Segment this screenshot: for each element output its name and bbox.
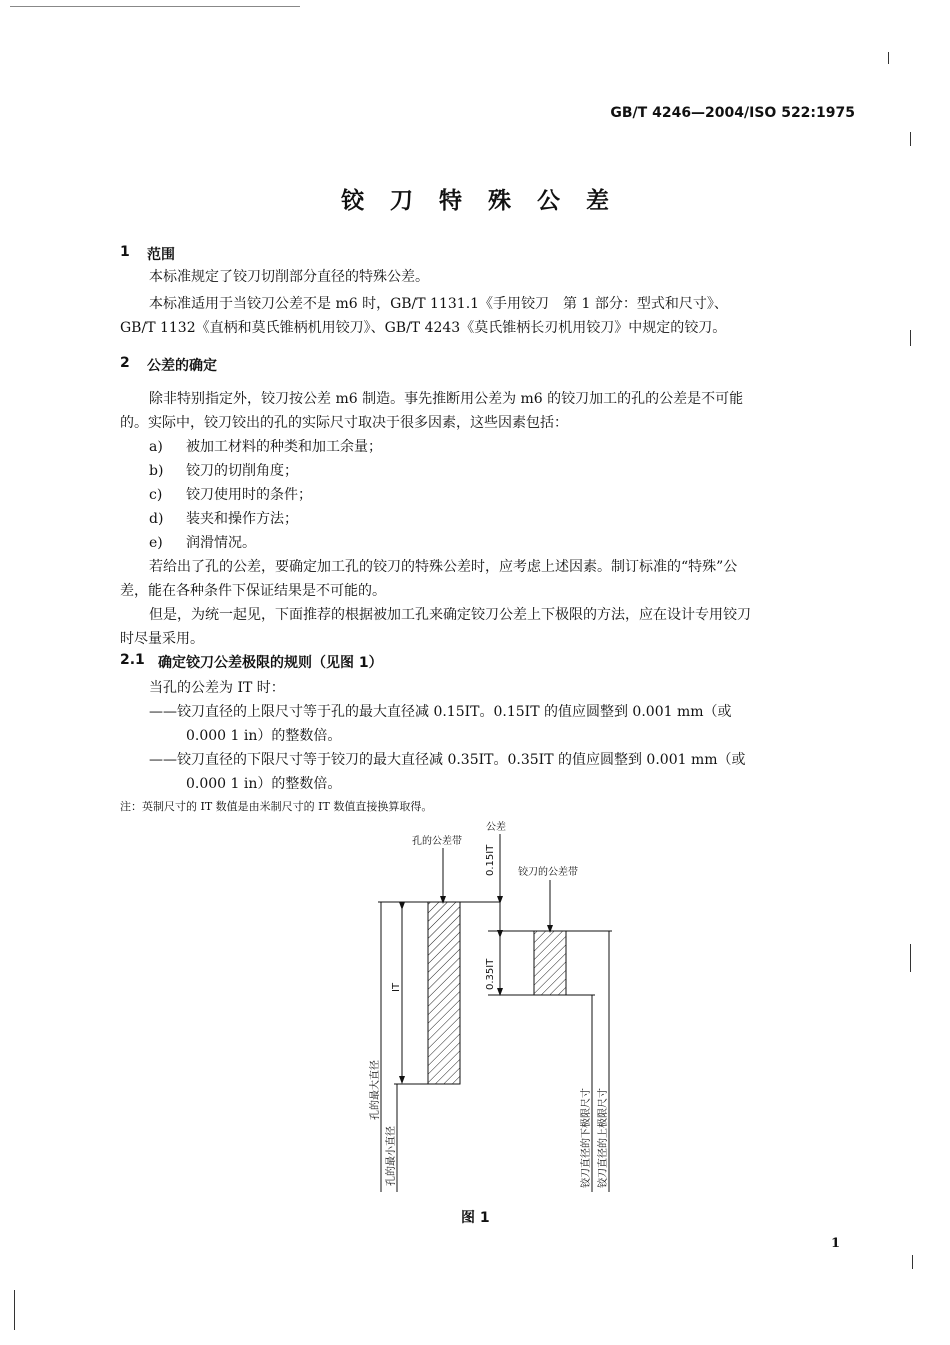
section-2-1-number: 2.1 — [120, 652, 145, 668]
list-item-mark: d) — [149, 511, 164, 527]
section-1-number: 1 — [120, 244, 130, 260]
label-reamer-band: 铰刀的公差带 — [518, 867, 578, 878]
list-item-text: 装夹和操作方法； — [186, 511, 298, 527]
list-item-text: 润滑情况。 — [186, 535, 256, 551]
section-1-heading: 范围 — [147, 247, 175, 263]
label-015it: 0.15IT — [485, 844, 496, 876]
standard-number: GB/T 4246—2004/ISO 522:1975 — [610, 105, 855, 121]
list-item-mark: a) — [149, 439, 163, 455]
section-2-1-intro: 当孔的公差为 IT 时： — [149, 680, 285, 696]
rule-1-cont: 0.000 1 in）的整数倍。 — [186, 728, 342, 744]
section-1-paragraph: 本标准适用于当铰刀公差不是 m6 时，GB/T 1131.1《手用铰刀 第 1 部分：型式和尺寸》、 — [149, 296, 728, 312]
label-reamer-lower: 铰刀直径的下极限尺寸 — [581, 1088, 592, 1188]
list-item-mark: b) — [149, 463, 164, 479]
list-item-text: 铰刀使用时的条件； — [186, 487, 312, 503]
label-hole-band: 孔的公差带 — [412, 836, 462, 847]
list-item-text: 铰刀的切削角度； — [186, 463, 298, 479]
page-number: 1 — [831, 1236, 841, 1251]
section-2-paragraph: 时尽量采用。 — [120, 631, 204, 647]
list-item-mark: c) — [149, 487, 163, 503]
section-1-paragraph: GB/T 1132《直柄和莫氏锥柄机用铰刀》、GB/T 4243《莫氏锥柄长刃机用铰刀》中规定的铰刀。 — [120, 320, 727, 336]
list-item-mark: e) — [149, 535, 163, 551]
label-hole-max: 孔的最大直径 — [370, 1060, 381, 1120]
label-tolerance: 公差 — [486, 822, 506, 833]
label-hole-min: 孔的最小直径 — [386, 1126, 397, 1186]
section-2-heading: 公差的确定 — [147, 358, 217, 374]
section-2-1-heading: 确定铰刀公差极限的规则（见图 1） — [158, 655, 383, 671]
rule-2-cont: 0.000 1 in）的整数倍。 — [186, 776, 342, 792]
section-2-paragraph: 差，能在各种条件下保证结果是不可能的。 — [120, 583, 386, 599]
section-2-paragraph: 但是，为统一起见，下面推荐的根据被加工孔来确定铰刀公差上下极限的方法，应在设计专用铰刀 — [149, 607, 751, 623]
note: 注：英制尺寸的 IT 数值是由米制尺寸的 IT 数值直接换算取得。 — [120, 800, 433, 813]
page-title: 铰刀特殊公差 — [341, 187, 635, 214]
section-2-paragraph: 若给出了孔的公差，要确定加工孔的铰刀的特殊公差时，应考虑上述因素。制订标准的“特殊”公 — [149, 559, 738, 575]
section-2-number: 2 — [120, 355, 130, 371]
section-2-paragraph: 除非特别指定外，铰刀按公差 m6 制造。事先推断用公差为 m6 的铰刀加工的孔的公差是不可能 — [149, 391, 744, 407]
label-it: IT — [391, 982, 402, 992]
section-2-paragraph: 的。实际中，铰刀铰出的孔的实际尺寸取决于很多因素，这些因素包括： — [120, 415, 568, 431]
figure-caption: 图 1 — [461, 1210, 490, 1226]
section-1-paragraph: 本标准规定了铰刀切削部分直径的特殊公差。 — [149, 269, 429, 285]
reamer-tolerance-band — [534, 931, 566, 995]
hole-tolerance-band — [428, 902, 460, 1084]
rule-1: ——铰刀直径的上限尺寸等于孔的最大直径减 0.15IT。0.15IT 的值应圆整到 0.001 mm（或 — [149, 704, 732, 720]
label-035it: 0.35IT — [485, 958, 496, 990]
rule-2: ——铰刀直径的下限尺寸等于铰刀的最大直径减 0.35IT。0.35IT 的值应圆整到 0.001 mm（或 — [149, 752, 746, 768]
label-reamer-upper: 铰刀直径的上极限尺寸 — [598, 1088, 609, 1188]
list-item-text: 被加工材料的种类和加工余量； — [186, 439, 382, 455]
